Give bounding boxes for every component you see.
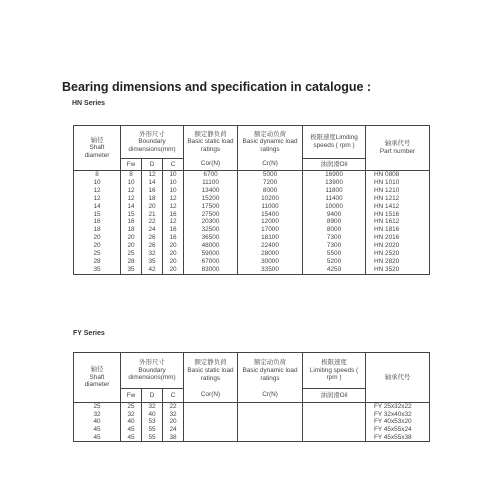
hn-cell-part: HN 1210 — [366, 187, 430, 195]
hn-header-shaft-en: Shaft diameter — [84, 144, 110, 159]
fy-cell-c: 24 — [163, 426, 184, 434]
hn-cell-d: 18 — [142, 195, 163, 203]
hn-cell-fw: 28 — [121, 258, 142, 266]
hn-cell-dynamic: 18100 — [238, 234, 303, 242]
fy-cell-fw: 45 — [121, 426, 142, 434]
table-row — [74, 418, 430, 426]
hn-cell-fw: 15 — [121, 210, 142, 218]
table-row — [74, 242, 430, 250]
fy-header-limit-en: Limiting speeds ( rpm ) — [309, 366, 359, 382]
fy-cell-d: 55 — [142, 426, 163, 434]
fy-header-c: C — [163, 389, 184, 403]
hn-cell-c: 20 — [163, 258, 184, 266]
hn-header-d: D — [142, 159, 163, 171]
hn-cell-shaft: 15 — [74, 210, 121, 218]
hn-header-dynamic-en: Basic dynamic load ratings — [242, 138, 298, 154]
fy-cell-limit — [303, 426, 366, 434]
hn-cell-fw: 10 — [121, 179, 142, 187]
fy-cell-static — [184, 418, 238, 426]
hn-cell-static: 27500 — [184, 210, 238, 218]
hn-cell-shaft: 20 — [74, 242, 121, 250]
hn-cell-limit: 5200 — [303, 258, 366, 266]
fy-cell-shaft: 45 — [74, 426, 121, 434]
hn-cell-limit: 10000 — [303, 203, 366, 211]
hn-cell-part: HN 3520 — [366, 266, 430, 274]
fy-cell-shaft: 32 — [74, 411, 121, 419]
hn-cell-d: 21 — [142, 210, 163, 218]
fy-cell-shaft: 25 — [74, 403, 121, 411]
hn-cell-static: 36500 — [184, 234, 238, 242]
hn-header-shaft-cn: 轴径 — [90, 136, 104, 144]
fy-header-limit — [303, 353, 366, 389]
hn-cell-d: 42 — [142, 266, 163, 274]
hn-cell-dynamic: 8000 — [238, 187, 303, 195]
table-row — [74, 250, 430, 258]
hn-cell-limit: 7300 — [303, 234, 366, 242]
fy-header-d: D — [142, 389, 163, 403]
hn-cell-fw: 25 — [121, 250, 142, 258]
hn-cell-shaft: 18 — [74, 226, 121, 234]
hn-cell-shaft: 35 — [74, 266, 121, 274]
hn-cell-dynamic: 7200 — [238, 179, 303, 187]
table-row — [74, 426, 430, 434]
table-row — [74, 234, 430, 242]
hn-cell-c: 10 — [163, 171, 184, 179]
table-row — [74, 403, 430, 411]
table-row — [74, 226, 430, 234]
fy-cell-d: 40 — [142, 411, 163, 419]
fy-cell-limit — [303, 403, 366, 411]
hn-cell-static: 32500 — [184, 226, 238, 234]
hn-cell-c: 12 — [163, 195, 184, 203]
fy-cell-c: 22 — [163, 403, 184, 411]
fy-header-part — [366, 353, 430, 403]
hn-header-part — [366, 126, 430, 171]
hn-cell-dynamic: 5000 — [238, 171, 303, 179]
fy-header-boundary — [121, 353, 184, 389]
fy-cell-limit — [303, 434, 366, 442]
hn-cell-c: 16 — [163, 210, 184, 218]
table-row — [74, 258, 430, 266]
hn-cell-dynamic: 33500 — [238, 266, 303, 274]
hn-cell-limit: 13900 — [303, 179, 366, 187]
hn-cell-limit: 7300 — [303, 242, 366, 250]
hn-cell-shaft: 16 — [74, 218, 121, 226]
hn-cell-dynamic: 15400 — [238, 210, 303, 218]
fy-header-shaft-en: Shaft diameter — [84, 373, 110, 389]
fy-cell-fw: 40 — [121, 418, 142, 426]
fy-header-dynamic-en: Basic dynamic load ratings — [242, 366, 298, 382]
hn-cell-part: HN 1816 — [366, 226, 430, 234]
hn-cell-part: HN 1212 — [366, 195, 430, 203]
hn-cell-fw: 8 — [121, 171, 142, 179]
hn-cell-part: HN 2520 — [366, 250, 430, 258]
hn-cell-static: 11100 — [184, 179, 238, 187]
hn-cell-fw: 12 — [121, 195, 142, 203]
fy-cell-static — [184, 403, 238, 411]
fy-header-part-cn: 轴承代号 — [384, 373, 411, 381]
hn-cell-dynamic: 10200 — [238, 195, 303, 203]
hn-cell-d: 12 — [142, 171, 163, 179]
hn-header-static-unit: Cor(N) — [184, 159, 238, 171]
fy-cell-shaft: 45 — [74, 434, 121, 442]
fy-cell-fw: 32 — [121, 411, 142, 419]
table-row — [74, 187, 430, 195]
hn-table-body — [74, 171, 430, 275]
table-row — [74, 179, 430, 187]
hn-cell-dynamic: 17000 — [238, 226, 303, 234]
table-row — [74, 434, 430, 442]
hn-cell-static: 17500 — [184, 203, 238, 211]
hn-cell-d: 26 — [142, 242, 163, 250]
hn-cell-dynamic: 11000 — [238, 203, 303, 211]
hn-cell-d: 22 — [142, 218, 163, 226]
hn-cell-limit: 8000 — [303, 226, 366, 234]
table-row — [74, 266, 430, 274]
hn-cell-d: 26 — [142, 234, 163, 242]
hn-cell-part: HN 1010 — [366, 179, 430, 187]
hn-cell-dynamic: 22400 — [238, 242, 303, 250]
table-row — [74, 203, 430, 211]
hn-cell-shaft: 12 — [74, 187, 121, 195]
hn-header-limit — [303, 126, 366, 159]
hn-cell-fw: 20 — [121, 242, 142, 250]
fy-cell-dynamic — [238, 418, 303, 426]
hn-header-static — [184, 126, 238, 159]
hn-header-part-en: Part number — [379, 148, 416, 155]
hn-cell-fw: 16 — [121, 218, 142, 226]
hn-cell-c: 10 — [163, 187, 184, 195]
fy-cell-static — [184, 434, 238, 442]
hn-cell-d: 20 — [142, 203, 163, 211]
hn-cell-static: 15200 — [184, 195, 238, 203]
hn-cell-part: HN 2016 — [366, 234, 430, 242]
table-row — [74, 411, 430, 419]
hn-header-shaft — [74, 126, 121, 171]
hn-cell-d: 16 — [142, 187, 163, 195]
hn-cell-limit: 11800 — [303, 187, 366, 195]
hn-cell-static: 48000 — [184, 242, 238, 250]
table-row — [74, 171, 430, 179]
page-title: Bearing dimensions and specification in catalogue : — [62, 80, 372, 94]
hn-header-limit-text: 极限速度Limiting speeds ( rpm ) — [310, 134, 358, 149]
fy-cell-limit — [303, 411, 366, 419]
hn-cell-c: 20 — [163, 242, 184, 250]
hn-header-static-cn: 额定静负荷 — [194, 130, 227, 138]
hn-cell-c: 16 — [163, 234, 184, 242]
hn-cell-limit: 5500 — [303, 250, 366, 258]
hn-cell-fw: 12 — [121, 187, 142, 195]
fy-cell-dynamic — [238, 426, 303, 434]
hn-cell-shaft: 25 — [74, 250, 121, 258]
fy-header-static-en: Basic static load ratings — [187, 366, 234, 382]
fy-cell-dynamic — [238, 403, 303, 411]
hn-header-dynamic-unit: Cr(N) — [238, 159, 303, 171]
hn-cell-shaft: 10 — [74, 179, 121, 187]
fy-cell-part: FY 40x53x20 — [366, 418, 430, 426]
hn-cell-d: 35 — [142, 258, 163, 266]
hn-cell-fw: 35 — [121, 266, 142, 274]
fy-header-boundary-en: Boundary dimensions(mm) — [128, 366, 176, 382]
hn-cell-static: 67000 — [184, 258, 238, 266]
hn-header-boundary — [121, 126, 184, 159]
fy-cell-limit — [303, 418, 366, 426]
fy-header-static — [184, 353, 238, 389]
hn-header-limit-unit: 油润滑Oil — [303, 159, 366, 171]
hn-spec-table — [73, 125, 430, 275]
fy-cell-fw: 45 — [121, 434, 142, 442]
hn-cell-dynamic: 30000 — [238, 258, 303, 266]
hn-cell-dynamic: 28000 — [238, 250, 303, 258]
hn-cell-static: 13400 — [184, 187, 238, 195]
fy-cell-static — [184, 411, 238, 419]
fy-cell-static — [184, 426, 238, 434]
hn-cell-static: 59000 — [184, 250, 238, 258]
fy-header-dynamic-unit: Cr(N) — [238, 389, 303, 403]
fy-cell-d: 55 — [142, 434, 163, 442]
fy-header-shaft-cn: 轴径 — [90, 366, 104, 374]
fy-header-dynamic — [238, 353, 303, 389]
hn-cell-fw: 18 — [121, 226, 142, 234]
fy-header-limit-unit: 油润滑Oil — [303, 389, 366, 403]
hn-cell-limit: 16900 — [303, 171, 366, 179]
fy-cell-part: FY 32x40x32 — [366, 411, 430, 419]
table-row — [74, 218, 430, 226]
hn-cell-c: 20 — [163, 250, 184, 258]
fy-cell-shaft: 40 — [74, 418, 121, 426]
hn-cell-limit: 4250 — [303, 266, 366, 274]
hn-cell-fw: 20 — [121, 234, 142, 242]
hn-cell-c: 12 — [163, 203, 184, 211]
hn-cell-static: 20300 — [184, 218, 238, 226]
fy-cell-part: FY 45x55x24 — [366, 426, 430, 434]
hn-cell-c: 12 — [163, 218, 184, 226]
hn-cell-shaft: 20 — [74, 234, 121, 242]
hn-header-dynamic — [238, 126, 303, 159]
fy-cell-c: 38 — [163, 434, 184, 442]
hn-cell-fw: 14 — [121, 203, 142, 211]
fy-header-fw: Fw — [121, 389, 142, 403]
hn-header-part-cn: 轴承代号 — [384, 140, 411, 148]
hn-cell-dynamic: 12000 — [238, 218, 303, 226]
fy-header-limit-cn: 极限速度 — [321, 359, 347, 367]
fy-cell-dynamic — [238, 434, 303, 442]
table-row — [74, 195, 430, 203]
hn-cell-d: 14 — [142, 179, 163, 187]
fy-cell-part: FY 45x55x38 — [366, 434, 430, 442]
fy-cell-part: FY 25x32x22 — [366, 403, 430, 411]
hn-cell-shaft: 28 — [74, 258, 121, 266]
hn-cell-shaft: 14 — [74, 203, 121, 211]
hn-cell-part: HN 2020 — [366, 242, 430, 250]
hn-cell-part: HN 1612 — [366, 218, 430, 226]
hn-cell-part: HN 1412 — [366, 203, 430, 211]
hn-cell-part: HN 0808 — [366, 171, 430, 179]
fy-cell-c: 20 — [163, 418, 184, 426]
hn-cell-static: 83000 — [184, 266, 238, 274]
fy-header-boundary-cn: 外形尺寸 — [139, 359, 165, 367]
fy-header-static-cn: 额定静负荷 — [194, 359, 227, 367]
fy-cell-d: 32 — [142, 403, 163, 411]
hn-cell-limit: 9400 — [303, 210, 366, 218]
fy-cell-d: 53 — [142, 418, 163, 426]
hn-series-title: HN Series — [72, 100, 106, 107]
hn-cell-shaft: 8 — [74, 171, 121, 179]
hn-cell-c: 20 — [163, 266, 184, 274]
fy-series-title: FY Series — [73, 330, 105, 337]
hn-header-dynamic-cn: 额定动负荷 — [254, 130, 286, 138]
hn-header-c: C — [163, 159, 184, 171]
hn-cell-c: 16 — [163, 226, 184, 234]
hn-header-boundary-en: Boundary dimensions(mm) — [128, 138, 176, 153]
hn-cell-c: 10 — [163, 179, 184, 187]
fy-cell-c: 32 — [163, 411, 184, 419]
table-row — [74, 210, 430, 218]
fy-spec-table — [73, 352, 430, 442]
hn-header-boundary-cn: 外形尺寸 — [139, 130, 165, 138]
hn-cell-part: HN 2820 — [366, 258, 430, 266]
fy-header-shaft — [74, 353, 121, 403]
hn-cell-d: 32 — [142, 250, 163, 258]
fy-header-dynamic-cn: 额定动负荷 — [254, 359, 286, 367]
fy-table-body — [74, 403, 430, 442]
hn-cell-static: 6700 — [184, 171, 238, 179]
fy-cell-fw: 25 — [121, 403, 142, 411]
hn-cell-limit: 8900 — [303, 218, 366, 226]
hn-header-static-en: Basic static load ratings — [187, 138, 234, 154]
fy-cell-dynamic — [238, 411, 303, 419]
hn-cell-shaft: 12 — [74, 195, 121, 203]
hn-header-fw: Fw — [121, 159, 142, 171]
hn-cell-limit: 11400 — [303, 195, 366, 203]
hn-cell-part: HN 1516 — [366, 210, 430, 218]
hn-cell-d: 24 — [142, 226, 163, 234]
fy-header-static-unit: Cor(N) — [184, 389, 238, 403]
